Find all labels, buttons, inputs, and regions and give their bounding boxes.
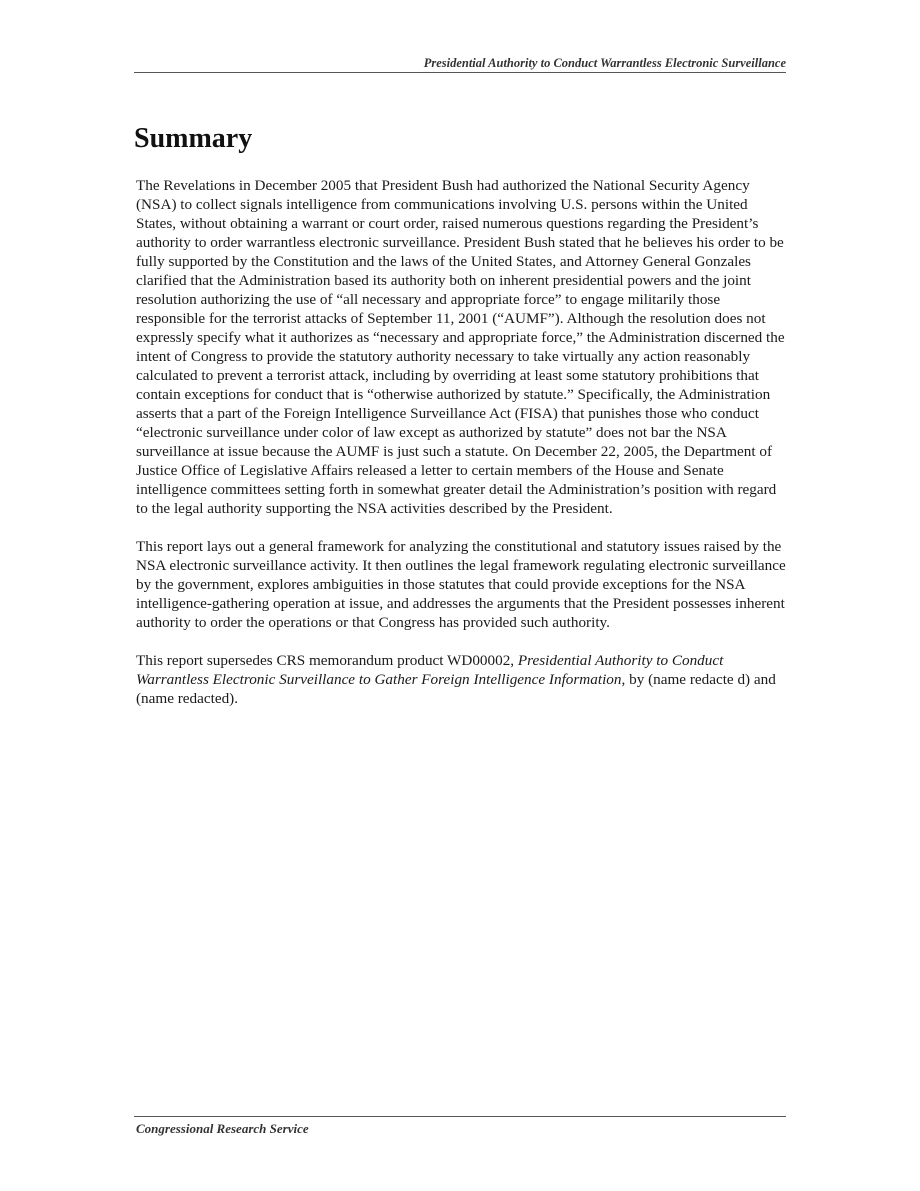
page-title: Summary: [134, 123, 253, 154]
summary-paragraph-2: This report lays out a general framework for analyzing the constitutional and statutory issues raised by the NSA electronic surveillance activity. It then outlines the legal framework regulating electronic surveillance by the government, explores ambiguities in those statutes that could provide exceptions for the NSA intelligence-gathering operation at issue, and addresses the arguments that the President possesses inherent authority to order the operations or that Congress has provided such authority.: [136, 538, 786, 631]
paragraph-3-tail: , by (name redacte d) and (name redacted).: [136, 671, 776, 707]
footer-divider: [134, 1116, 786, 1117]
running-footer: Congressional Research Service: [136, 1121, 309, 1136]
cited-product-title: Presidential Authority to Conduct Warrantless Electronic Surveillance to Gather Foreign Intelligence Information: [136, 652, 724, 688]
summary-body: [136, 176, 788, 727]
paragraph-3-lead: This report supersedes CRS memorandum product WD00002,: [136, 652, 518, 669]
summary-paragraph-1: The Revelations in December 2005 that President Bush had authorized the National Security Agency (NSA) to collect signals intelligence from communications involving U.S. persons within the United States, without obtaining a warrant or court order, raised numerous questions regarding the President’s authority to order warrantless electronic surveillance. President Bush stated that he believes his order to be fully supported by the Constitution and the laws of the United States, and Attorney General Gonzales clarified that the Administration based its authority both on inherent presidential powers and the joint resolution authorizing the use of “all necessary and appropriate force” to engage militarily those responsible for the terrorist attacks of September 11, 2001 (“AUMF”). Although the resolution does not expressly specify what it authorizes as “necessary and appropriate force,” the Administration discerned the intent of Congress to provide the statutory authority necessary to take virtually any action reasonably calculated to prevent a terrorist attack, including by overriding at least some statutory prohibitions that contain exceptions for conduct that is “otherwise authorized by statute.” Specifically, the Administration asserts that a part of the Foreign Intelligence Surveillance Act (FISA) that punishes those who conduct “electronic surveillance under color of law except as authorized by statute” does not bar the NSA surveillance at issue because the AUMF is just such a statute. On December 22, 2005, the Department of Justice Office of Legislative Affairs released a letter to certain members of the House and Senate intelligence committees setting forth in somewhat greater detail the Administration’s position with regard to the legal authority supporting the NSA activities described by the President.: [136, 177, 785, 517]
header-divider: [134, 72, 786, 73]
summary-paragraph-3: [136, 651, 788, 708]
running-header: Presidential Authority to Conduct Warrantless Electronic Surveillance: [423, 56, 786, 70]
